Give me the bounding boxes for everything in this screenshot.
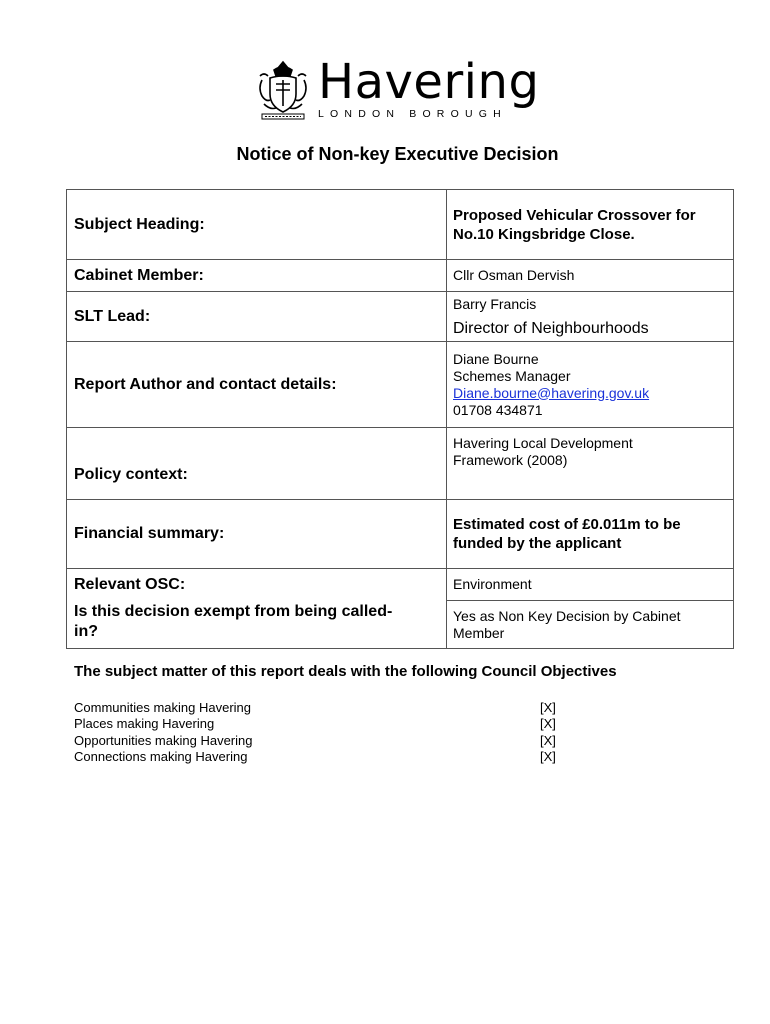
slt-lead-role: Director of Neighbourhoods [453, 320, 649, 337]
objectives-heading: The subject matter of this report deals with the following Council Objectives [74, 663, 617, 680]
objective-label: Places making Havering [74, 716, 215, 732]
decision-summary-table [66, 189, 734, 649]
objective-mark: [X] [540, 748, 556, 764]
exempt-label-line-1: Is this decision exempt from being called- [74, 602, 393, 620]
report-author-email-link[interactable]: Diane.bourne@havering.gov.uk [453, 384, 650, 401]
report-author-value [447, 342, 734, 428]
financial-summary-value [447, 500, 734, 569]
list-item [74, 700, 574, 716]
policy-context-line-2: Framework (2008) [453, 452, 568, 468]
list-item [74, 716, 574, 732]
objective-mark: [X] [540, 732, 556, 748]
objectives-list [74, 700, 574, 765]
subject-heading-value [447, 190, 734, 260]
logo-wordmark: Havering [318, 54, 540, 110]
relevant-osc-label: Relevant OSC: [67, 569, 447, 601]
relevant-osc-value: Environment [447, 569, 734, 601]
report-author-name: Diane Bourne [453, 350, 539, 367]
exempt-label-line-2: in? [74, 622, 98, 640]
row-cabinet-member [67, 260, 734, 292]
objective-label: Opportunities making Havering [74, 732, 253, 748]
financial-summary-line-2: funded by the applicant [453, 535, 622, 552]
row-slt-lead [67, 292, 734, 342]
coat-of-arms-icon [256, 58, 310, 122]
slt-lead-value [447, 292, 734, 342]
row-policy-context [67, 428, 734, 500]
row-subject-heading [67, 190, 734, 260]
policy-context-label: Policy context: [67, 428, 447, 500]
cabinet-member-value: Cllr Osman Dervish [447, 260, 734, 292]
slt-lead-name: Barry Francis [453, 296, 537, 312]
financial-summary-line-1: Estimated cost of £0.011m to be [453, 516, 681, 533]
slt-lead-label: SLT Lead: [67, 292, 447, 342]
objective-mark: [X] [540, 716, 556, 732]
exempt-label [67, 601, 447, 649]
objective-label: Communities making Havering [74, 700, 252, 715]
exempt-value-line-2: Member [453, 624, 505, 641]
report-author-phone: 01708 434871 [453, 401, 543, 418]
subject-heading-line-1: Proposed Vehicular Crossover for [453, 206, 696, 224]
exempt-value [447, 601, 734, 649]
row-exempt [67, 601, 734, 649]
row-report-author [67, 342, 734, 428]
subject-heading-label: Subject Heading: [67, 190, 447, 260]
list-item [74, 733, 574, 749]
document-title: Notice of Non-key Executive Decision [236, 144, 559, 164]
report-author-label: Report Author and contact details: [67, 342, 447, 428]
logo-subtitle: LONDON BOROUGH [318, 108, 507, 120]
objective-mark: [X] [540, 700, 556, 715]
exempt-value-line-1: Yes as Non Key Decision by Cabinet [453, 607, 681, 624]
havering-logo [256, 54, 546, 124]
cabinet-member-label: Cabinet Member: [67, 260, 447, 292]
row-financial-summary [67, 500, 734, 569]
policy-context-value [447, 428, 734, 500]
report-author-position: Schemes Manager [453, 367, 571, 384]
subject-heading-line-2: No.10 Kingsbridge Close. [453, 225, 635, 243]
policy-context-line-1: Havering Local Development [453, 435, 633, 451]
objective-label: Connections making Havering [74, 748, 248, 764]
financial-summary-label: Financial summary: [67, 500, 447, 569]
list-item [74, 749, 574, 765]
row-relevant-osc [67, 569, 734, 601]
